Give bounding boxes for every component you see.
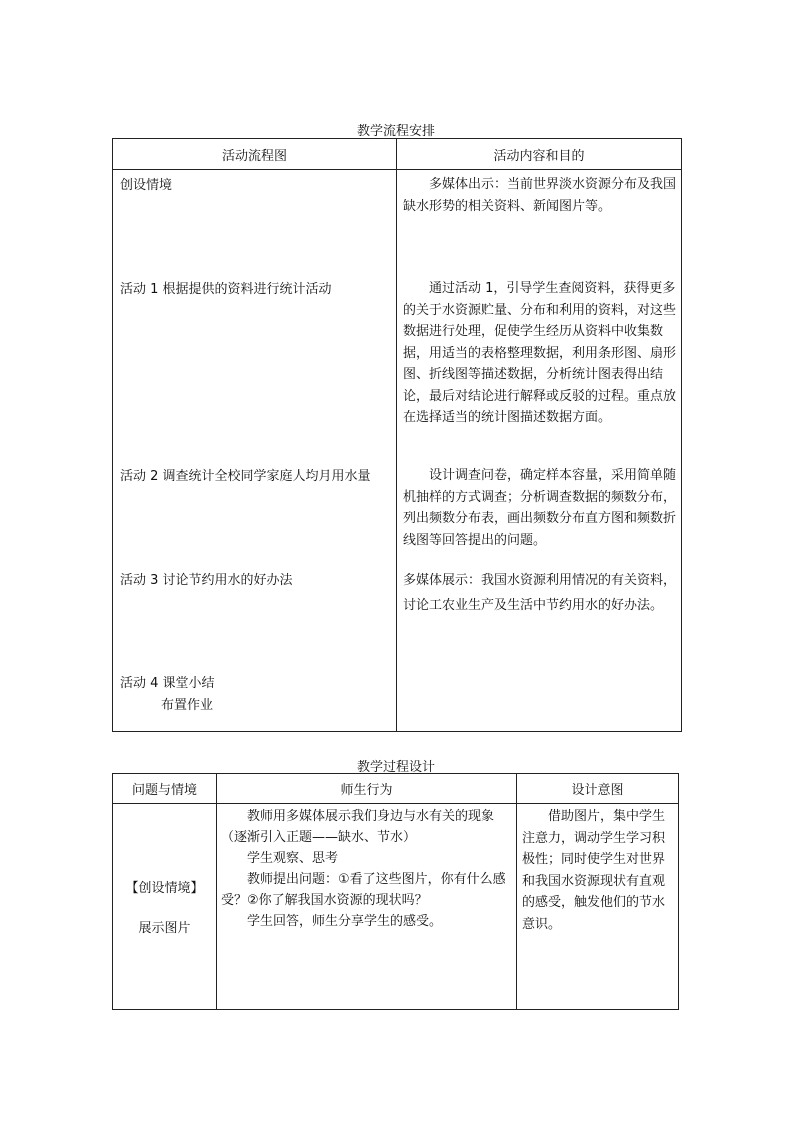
behavior-para-4: 学生回答，师生分享学生的感受。 [221,914,443,929]
content-para-3: 设计调查问卷，确定样本容量，采用简单随机抽样的方式调查；分析调查数据的频数分布，列出频数分布表，画出频数分布直方图和频数折线图等回答提出的问题。 [403,468,677,548]
content-para-2: 通过活动 1，引导学生查阅资料，获得更多的关于水资源贮量、分布和利用的资料，对这些数据进行处理，促使学生经历从资料中收集数据，用适当的表格整理数据，利用条形图、扇形图、折线图等描述数据，分析统计图表得出结论，最后对结论进行解释或反驳的过程。重点放在选择适当的统计图描述数据方面。 [403,281,677,425]
behavior-para-2: 学生观察、思考 [221,851,339,866]
flow-item-6: 布置作业 [161,698,214,713]
behavior-column [217,804,517,1010]
flow-item-1: 创设情境 [120,178,173,193]
content-para-4: 多媒体展示：我国水资源利用情况的有关资料，讨论工农业生产及生活中节约用水的好办法。 [403,573,677,613]
content-para-1: 多媒体出示：当前世界淡水资源分布及我国缺水形势的相关资料、新闻图片等。 [403,177,677,214]
table1-title: 教学流程安排 [356,124,435,139]
flow-item-5: 活动 4 课堂小结 [120,676,215,691]
table1-header-content: 活动内容和目的 [397,139,682,170]
table2-header-intent: 设计意图 [517,774,679,804]
situation-detail: 展示图片 [138,921,191,936]
behavior-para-3: 教师提出问题：①看了这些图片，你有什么感受？②你了解我国水资源的现状吗？ [221,872,506,908]
table1-header-flow: 活动流程图 [113,139,397,170]
flow-item-4: 活动 3 讨论节约用水的好办法 [120,573,293,588]
intent-column [517,804,679,1010]
teaching-process-table [112,773,679,1010]
activity-flow-table [112,138,682,732]
behavior-para-1: 教师用多媒体展示我们身边与水有关的现象（逐渐引入正题——缺水、节水） [221,809,495,845]
content-column [397,170,682,732]
table2-title: 教学过程设计 [356,760,435,775]
table2-header-behavior: 师生行为 [217,774,517,804]
situation-label: 【创设情境】 [125,881,204,896]
intent-para: 借助图片，集中学生注意力，调动学生学习积极性；同时使学生对世界和我国水资源现状有直观的感受，触发他们的节水意识。 [522,809,666,932]
flow-item-2: 活动 1 根据提供的资料进行统计活动 [120,282,332,297]
situation-column [113,804,217,1010]
table2-header-situation: 问题与情境 [113,774,217,804]
flow-item-3: 活动 2 调查统计全校同学家庭人均月用水量 [120,469,371,484]
flow-column [113,170,397,732]
